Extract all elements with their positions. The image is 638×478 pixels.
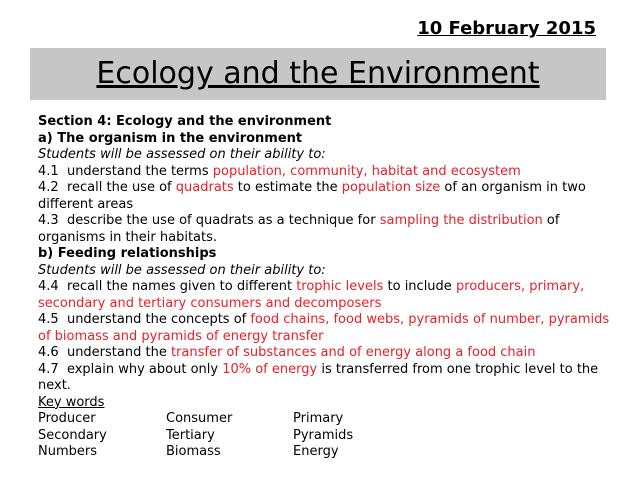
- highlight-term: population size: [341, 180, 441, 195]
- part-b-assessed: Students will be assessed on their ability to:: [38, 262, 326, 278]
- objective-text: to include: [383, 279, 456, 294]
- objective-text: explain why about only: [66, 361, 223, 377]
- page-title: Ecology and the Environment: [96, 56, 540, 91]
- content: [38, 114, 612, 461]
- key-word: Producer: [38, 411, 96, 426]
- key-word: Biomass: [166, 444, 221, 459]
- objective-text: recall the use of: [66, 180, 176, 195]
- key-words-row: [38, 428, 612, 445]
- objective-text: to estimate the: [233, 180, 342, 195]
- highlight-term: producers, primary, secondary and tertiary consumers and decomposers: [38, 279, 585, 311]
- objective-text: of organisms in their habitats.: [38, 213, 560, 245]
- objective-number: 4.1: [38, 163, 59, 179]
- objective-4-6: [38, 345, 612, 362]
- highlight-term: sampling the distribution: [379, 213, 543, 228]
- objective-number: 4.5: [38, 312, 59, 327]
- part-b-heading: b) Feeding relationships: [38, 246, 217, 261]
- objective-4-5: [38, 312, 612, 345]
- key-word: Consumer: [166, 411, 233, 426]
- objective-4-3: [38, 213, 612, 246]
- key-word: Secondary: [38, 427, 107, 443]
- part-a-assessed: Students will be assessed on their ability to:: [38, 147, 326, 162]
- objective-text: understand the concepts of: [66, 312, 251, 327]
- date-label: 10 February 2015: [417, 18, 596, 39]
- highlight-term: quadrats: [175, 180, 234, 195]
- section-heading: Section 4: Ecology and the environment: [38, 114, 332, 129]
- objective-text: is transferred from one trophic level to the next.: [38, 361, 599, 393]
- objective-number: 4.3: [38, 213, 59, 228]
- title-bar: [30, 48, 606, 100]
- part-a-heading: a) The organism in the environment: [38, 130, 303, 146]
- objective-4-1: [38, 164, 612, 181]
- objective-number: 4.6: [38, 345, 59, 360]
- highlight-term: trophic levels: [296, 279, 384, 294]
- key-word: Numbers: [38, 444, 97, 459]
- objective-number: 4.4: [38, 279, 59, 294]
- objective-number: 4.7: [38, 361, 59, 377]
- key-word: Energy: [293, 444, 339, 459]
- objective-number: 4.2: [38, 180, 59, 195]
- key-words-row: [38, 444, 612, 461]
- key-word: Pyramids: [293, 427, 354, 443]
- objective-text: understand the terms: [66, 163, 213, 179]
- highlight-term: 10% of energy: [222, 361, 318, 377]
- highlight-term: population, community, habitat and ecosystem: [212, 163, 521, 179]
- objective-text: of an organism in two different areas: [38, 180, 586, 212]
- objective-4-7: [38, 362, 612, 395]
- key-word: Primary: [293, 411, 344, 426]
- objective-text: describe the use of quadrats as a technique for: [66, 213, 380, 228]
- highlight-term: transfer of substances and of energy along a food chain: [170, 345, 536, 360]
- objective-text: recall the names given to different: [66, 279, 297, 294]
- key-words-title: Key words: [38, 394, 105, 410]
- objective-4-2: [38, 180, 612, 213]
- highlight-term: food chains, food webs, pyramids of number, pyramids of biomass and pyramids of energy transfer: [38, 312, 610, 344]
- objective-4-4: [38, 279, 612, 312]
- key-words-row: [38, 411, 612, 428]
- objective-text: understand the: [66, 345, 171, 360]
- key-word: Tertiary: [166, 427, 215, 443]
